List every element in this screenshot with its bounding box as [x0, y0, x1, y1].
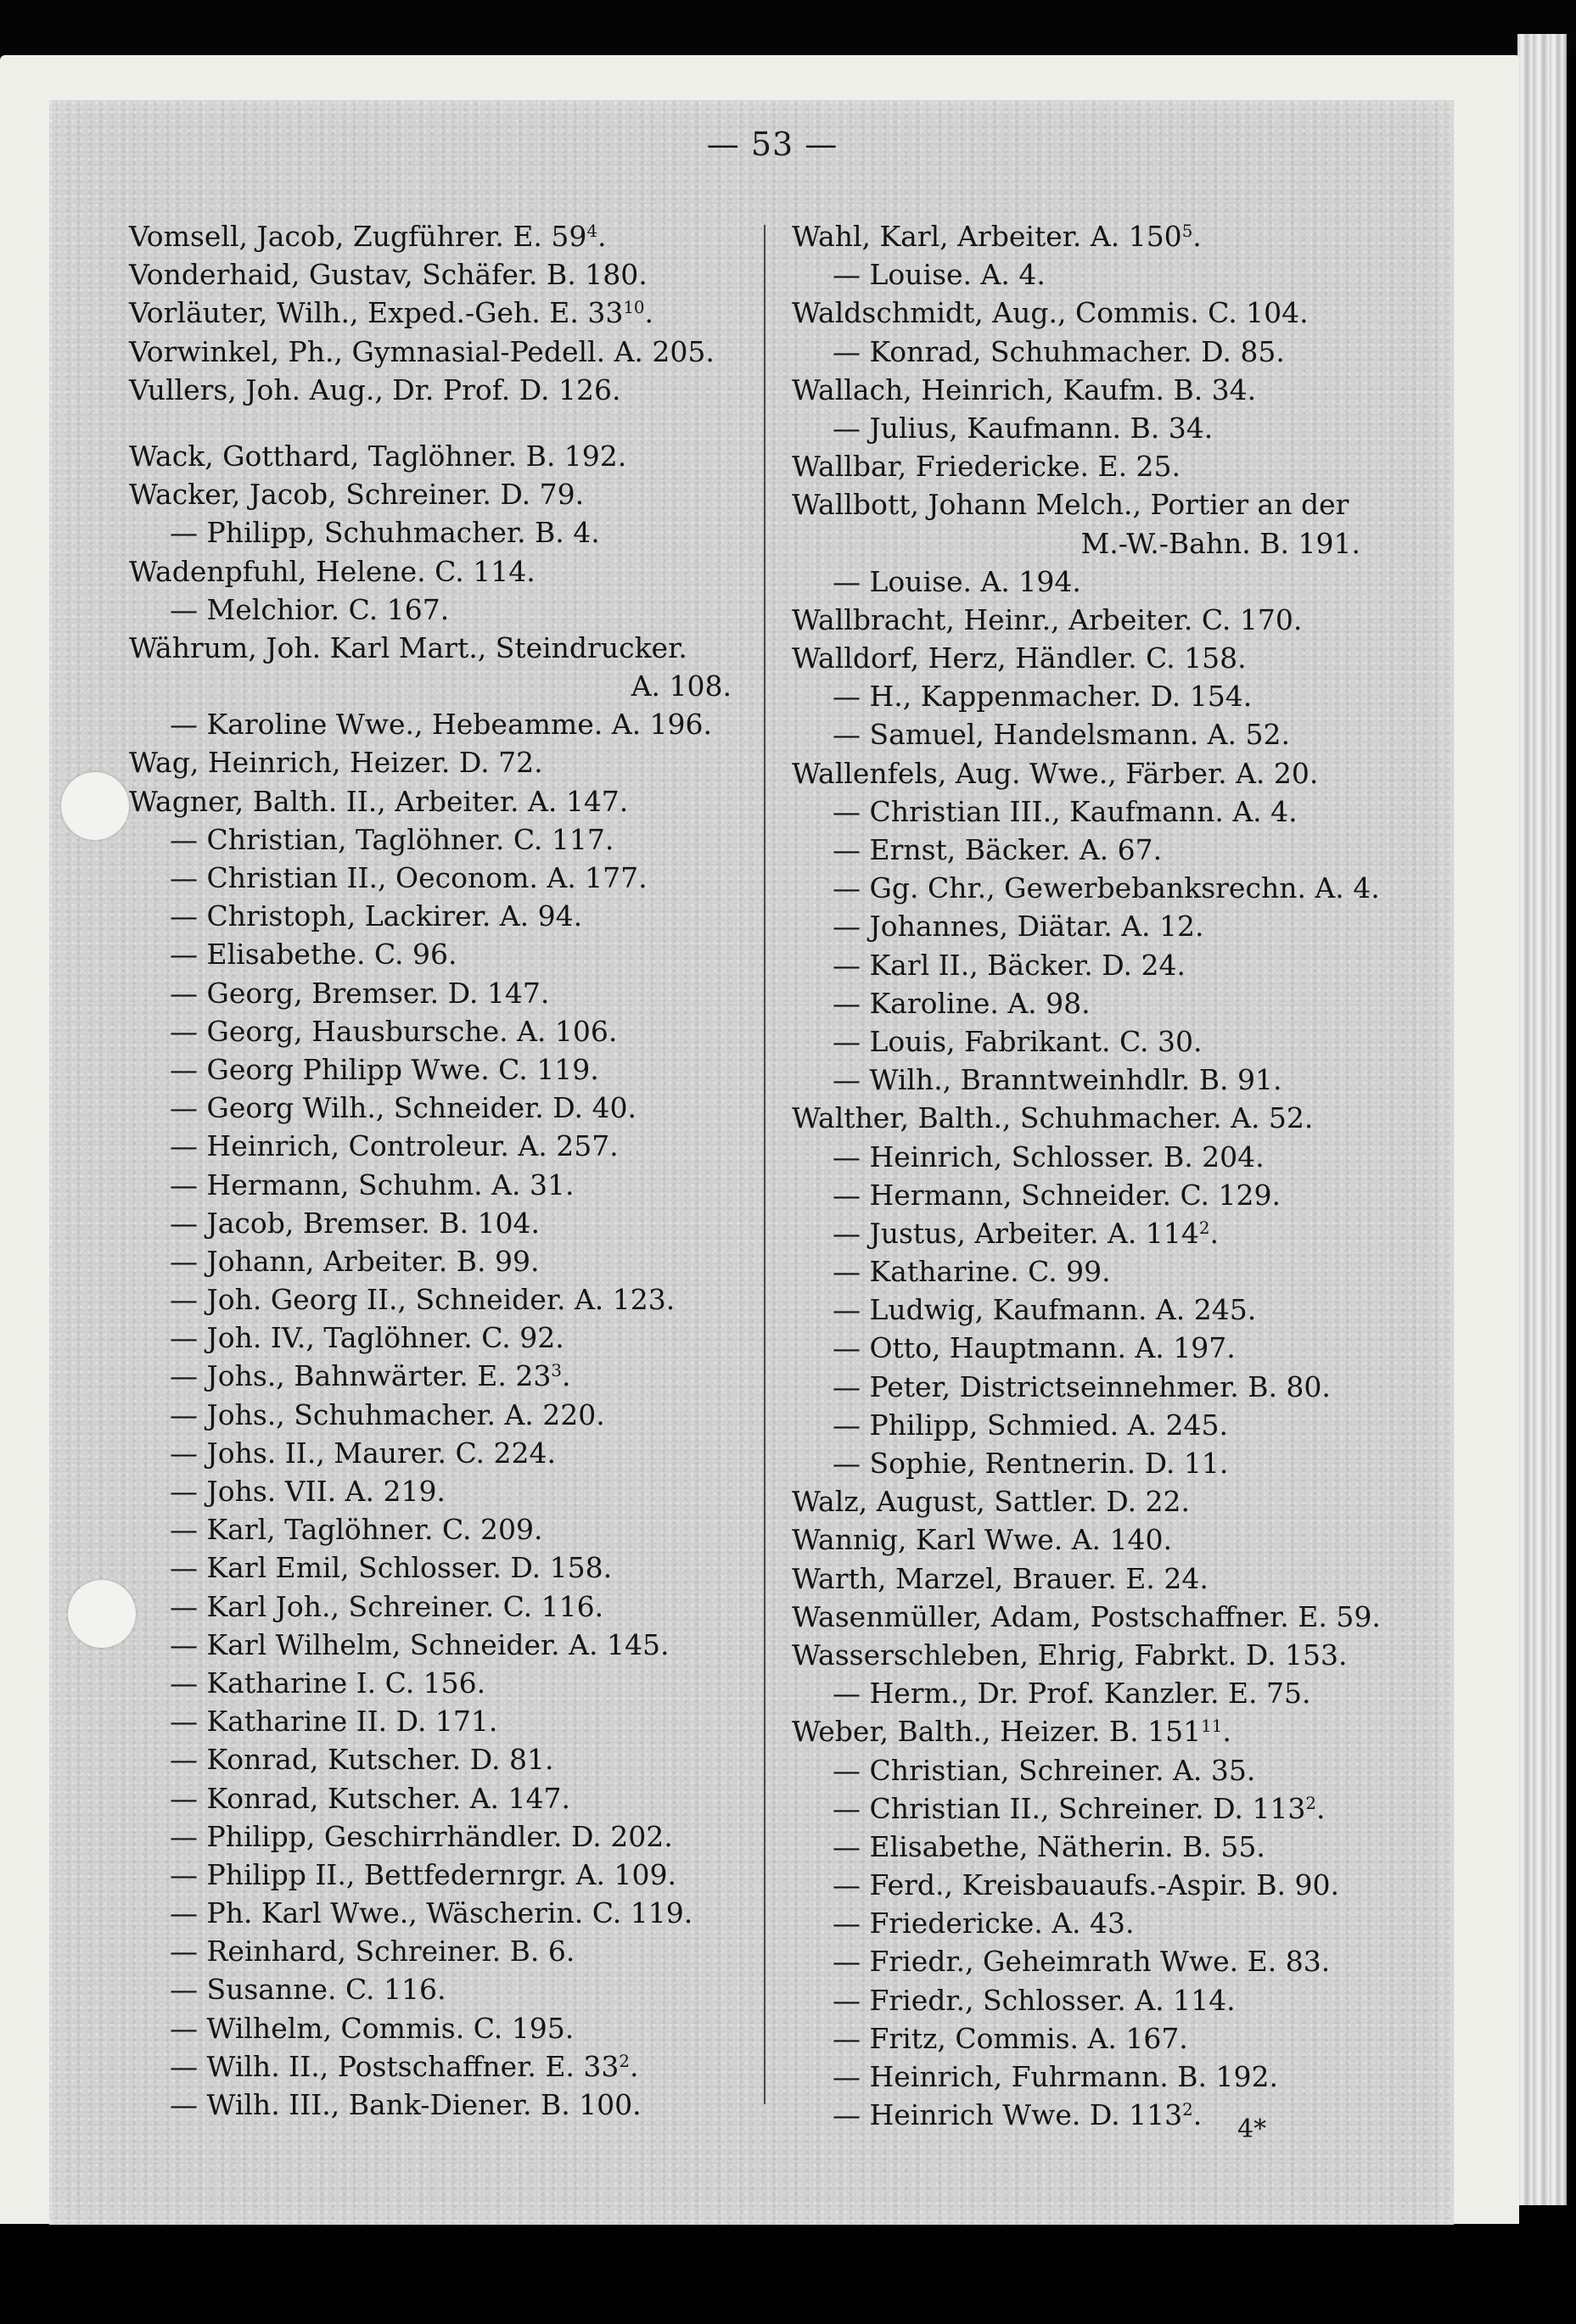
directory-entry [129, 1702, 753, 1740]
directory-entry [792, 1636, 1437, 1674]
directory-entry [792, 1406, 1437, 1444]
entry-text: — Wilh. III., Bank-Diener. B. 100. [170, 2088, 642, 2121]
directory-entry [792, 1981, 1437, 2019]
directory-entry [129, 591, 753, 629]
entry-text: Vorwinkel, Ph., Gymnasial-Pedell. A. 205. [129, 334, 715, 368]
entry-text: — Karl, Taglöhner. C. 209. [170, 1513, 543, 1547]
entry-text: — Katharine II. D. 171. [170, 1705, 498, 1739]
directory-entry [792, 792, 1437, 831]
entry-text: — Georg, Bremser. D. 147. [170, 976, 550, 1010]
entry-text: — Christoph, Lackirer. A. 94. [170, 899, 583, 933]
directory-entry [129, 1548, 753, 1587]
entry-text: Wallbott, Johann Melch., Portier an der [792, 488, 1349, 522]
directory-entry [129, 1970, 753, 2008]
directory-entry [792, 2096, 1437, 2134]
entry-superscript: 11 [1201, 1716, 1223, 1737]
entry-text: — Katharine I. C. 156. [170, 1666, 486, 1700]
entry-text: — Konrad, Kutscher. A. 147. [170, 1781, 570, 1815]
directory-entry [129, 1166, 753, 1204]
right-column [792, 217, 1437, 2134]
directory-entry [129, 629, 753, 667]
entry-text: Wallenfels, Aug. Wwe., Färber. A. 20. [792, 756, 1319, 790]
entry-text: Wallbar, Friedericke. E. 25. [792, 450, 1181, 484]
entry-text: — Karoline. A. 98. [833, 986, 1091, 1020]
directory-entry [792, 1712, 1437, 1750]
entry-text: A. 108. [631, 669, 732, 703]
entry-text: — Johs., Schuhmacher. A. 220. [170, 1397, 605, 1431]
entry-text: — Joh. IV., Taglöhner. C. 92. [170, 1321, 564, 1355]
entry-text: — Philipp, Schmied. A. 245. [833, 1408, 1228, 1442]
directory-entry [792, 2019, 1437, 2058]
entry-text: — Louis, Fabrikant. C. 30. [833, 1024, 1203, 1058]
signature-mark: 4* [1237, 2114, 1267, 2144]
directory-entry [792, 1291, 1437, 1329]
directory-entry [792, 715, 1437, 753]
entry-text: — Katharine. C. 99. [833, 1255, 1111, 1289]
punch-hole-bottom [68, 1580, 136, 1648]
directory-entry [792, 1061, 1437, 1099]
entry-text: — Johs. II., Maurer. C. 224. [170, 1436, 556, 1470]
directory-entry [792, 754, 1437, 792]
page-edge-1 [1517, 34, 1536, 2205]
directory-entry [792, 1942, 1437, 1980]
entry-text: — Wilhelm, Commis. C. 195. [170, 2011, 575, 2045]
entry-text: — Julius, Kaufmann. B. 34. [833, 411, 1214, 445]
entry-text: — Christian III., Kaufmann. A. 4. [833, 794, 1298, 828]
entry-text: — Philipp II., Bettfedernrgr. A. 109. [170, 1857, 676, 1891]
directory-entry [792, 1444, 1437, 1482]
directory-entry [792, 1329, 1437, 1367]
entry-text: Wahl, Karl, Arbeiter. A. 150 [792, 220, 1182, 253]
directory-entry [792, 601, 1437, 639]
directory-entry [129, 1588, 753, 1626]
directory-entry [792, 1214, 1437, 1252]
entry-text: Wallbracht, Heinr., Arbeiter. C. 170. [792, 602, 1303, 636]
entry-text: M.-W.-Bahn. B. 191. [1080, 526, 1360, 560]
directory-entry [129, 1396, 753, 1434]
left-column [129, 217, 753, 2124]
entry-superscript: 2 [619, 2051, 630, 2071]
entry-superscript: 5 [1181, 221, 1193, 242]
entry-text: Vomsell, Jacob, Zugführer. E. 59 [129, 220, 587, 253]
entry-text: — Sophie, Rentnerin. D. 11. [833, 1447, 1229, 1480]
directory-entry [792, 869, 1437, 907]
entry-text: — Ludwig, Kaufmann. A. 245. [833, 1293, 1257, 1327]
directory-entry [792, 831, 1437, 869]
entry-text: — H., Kappenmacher. D. 154. [833, 680, 1253, 714]
directory-entry [792, 1866, 1437, 1904]
directory-entry [129, 2086, 753, 2124]
entry-text: — Joh. Georg II., Schneider. A. 123. [170, 1283, 676, 1317]
directory-entry [792, 371, 1437, 409]
directory-entry [129, 667, 753, 705]
directory-entry [792, 1252, 1437, 1291]
entry-text: — Louise. A. 194. [833, 564, 1081, 598]
entry-text: — Wilh., Branntweinhdlr. B. 91. [833, 1063, 1282, 1097]
directory-entry [792, 1022, 1437, 1061]
entry-text: Wadenpfuhl, Helene. C. 114. [129, 554, 536, 588]
directory-entry [792, 255, 1437, 294]
directory-entry [129, 743, 753, 781]
entry-text: — Karoline Wwe., Hebeamme. A. 196. [170, 708, 713, 742]
entry-text: — Friedr., Schlosser. A. 114. [833, 1983, 1236, 2017]
directory-entry [792, 907, 1437, 945]
directory-entry [792, 294, 1437, 332]
directory-entry [129, 1357, 753, 1395]
entry-text: — Georg, Hausbursche. A. 106. [170, 1014, 618, 1048]
entry-text: Warth, Marzel, Brauer. E. 24. [792, 1561, 1209, 1595]
scanner-background [0, 0, 1576, 55]
entry-text: — Christian, Taglöhner. C. 117. [170, 822, 614, 856]
directory-entry [129, 1204, 753, 1242]
entry-superscript: 4 [586, 221, 597, 242]
entry-text: — Heinrich, Controleur. A. 257. [170, 1129, 619, 1163]
directory-entry [129, 2047, 753, 2086]
directory-entry [129, 1050, 753, 1089]
entry-text: — Karl Wilhelm, Schneider. A. 145. [170, 1627, 670, 1661]
entry-text: — Johs., Bahnwärter. E. 23 [170, 1359, 552, 1393]
directory-entry [792, 1674, 1437, 1712]
directory-entry [129, 1817, 753, 1856]
entry-text: — Melchior. C. 167. [170, 592, 450, 626]
directory-entry [129, 371, 753, 409]
entry-text: — Georg Wilh., Schneider. D. 40. [170, 1091, 637, 1125]
entry-text: — Georg Philipp Wwe. C. 119. [170, 1052, 599, 1086]
entry-text: Wasenmüller, Adam, Postschaffner. E. 59. [792, 1599, 1381, 1633]
directory-entry [792, 447, 1437, 485]
directory-entry [792, 946, 1437, 984]
entry-suffix: . [1192, 220, 1202, 253]
entry-suffix: . [1315, 1791, 1326, 1825]
directory-entry [129, 1894, 753, 1932]
directory-entry [129, 2009, 753, 2047]
entry-text: — Ernst, Bäcker. A. 67. [833, 833, 1163, 866]
directory-entry [792, 1751, 1437, 1789]
entry-suffix: . [561, 1359, 571, 1393]
directory-entry [129, 552, 753, 591]
directory-entry [792, 1904, 1437, 1942]
directory-entry [129, 1664, 753, 1702]
entry-text: Wasserschleben, Ehrig, Fabrkt. D. 153. [792, 1638, 1348, 1672]
directory-entry [792, 2058, 1437, 2096]
punch-hole-top [61, 772, 129, 840]
directory-entry [792, 217, 1437, 255]
entry-text: — Ferd., Kreisbauaufs.-Aspir. B. 90. [833, 1868, 1339, 1902]
directory-entry [792, 485, 1437, 524]
directory-entry [129, 1932, 753, 1970]
entry-text: — Otto, Hauptmann. A. 197. [833, 1331, 1236, 1365]
entry-text: — Hermann, Schuhm. A. 31. [170, 1168, 575, 1201]
entry-text: — Reinhard, Schreiner. B. 6. [170, 1935, 575, 1968]
entry-suffix: . [644, 296, 653, 330]
directory-entry [129, 897, 753, 935]
entry-text: Vonderhaid, Gustav, Schäfer. B. 180. [129, 258, 648, 292]
directory-entry [129, 782, 753, 820]
directory-entry [792, 1176, 1437, 1214]
directory-entry [129, 1280, 753, 1319]
entry-text: — Samuel, Handelsmann. A. 52. [833, 718, 1290, 752]
directory-entry [792, 984, 1437, 1022]
directory-entry [129, 820, 753, 859]
directory-entry [129, 1434, 753, 1472]
entry-text: — Susanne. C. 116. [170, 1973, 446, 2007]
entry-superscript: 3 [551, 1361, 562, 1381]
directory-entry [129, 705, 753, 743]
directory-entry [792, 1560, 1437, 1598]
directory-entry [129, 513, 753, 552]
column-divider [764, 225, 766, 2104]
entry-text: — Karl Joh., Schreiner. C. 116. [170, 1589, 604, 1623]
entry-text: — Karl Emil, Schlosser. D. 158. [170, 1551, 613, 1585]
entry-text: — Johannes, Diätar. A. 12. [833, 910, 1204, 944]
entry-suffix: . [1222, 1715, 1231, 1749]
entry-text: — Justus, Arbeiter. A. 114 [833, 1216, 1199, 1250]
entry-text: — Johs. VII. A. 219. [170, 1475, 446, 1508]
directory-entry [129, 1856, 753, 1894]
entry-text: Wannig, Karl Wwe. A. 140. [792, 1523, 1172, 1557]
entry-text: Wacker, Jacob, Schreiner. D. 79. [129, 478, 585, 512]
entry-text: — Herm., Dr. Prof. Kanzler. E. 75. [833, 1677, 1311, 1711]
entry-text: — Karl II., Bäcker. D. 24. [833, 948, 1186, 982]
entry-text: — Louise. A. 4. [833, 258, 1046, 292]
directory-entry [792, 1368, 1437, 1406]
entry-text: — Heinrich Wwe. D. 113 [833, 2098, 1183, 2132]
directory-entry [129, 859, 753, 897]
directory-entry [129, 294, 753, 332]
entry-text: — Peter, Districtseinnehmer. B. 80. [833, 1369, 1331, 1403]
entry-text: — Hermann, Schneider. C. 129. [833, 1178, 1282, 1212]
entry-text: Währum, Joh. Karl Mart., Steindrucker. [129, 630, 687, 664]
entry-text: — Philipp, Schuhmacher. B. 4. [170, 516, 600, 550]
directory-entry [792, 1598, 1437, 1636]
entry-text: — Heinrich, Schlosser. B. 204. [833, 1140, 1265, 1173]
directory-entry [792, 1138, 1437, 1176]
directory-entry [792, 524, 1437, 563]
entry-superscript: 10 [623, 298, 645, 318]
entry-text: — Konrad, Kutscher. D. 81. [170, 1743, 554, 1777]
entry-text: — Wilh. II., Postschaffner. E. 33 [170, 2049, 620, 2083]
directory-entry [792, 1520, 1437, 1559]
directory-entry [792, 563, 1437, 601]
entry-text: — Philipp, Geschirrhändler. D. 202. [170, 1819, 673, 1853]
entry-text: Walldorf, Herz, Händler. C. 158. [792, 641, 1247, 675]
entry-text: Vullers, Joh. Aug., Dr. Prof. D. 126. [129, 372, 621, 406]
directory-entry [129, 475, 753, 513]
directory-entry [792, 1789, 1437, 1828]
entry-suffix: . [1192, 2098, 1203, 2132]
directory-entry [129, 255, 753, 294]
entry-text: — Elisabethe, Nätherin. B. 55. [833, 1829, 1265, 1863]
entry-suffix: . [1209, 1216, 1219, 1250]
directory-entry [129, 1089, 753, 1127]
directory-entry [792, 639, 1437, 677]
entry-text: — Johann, Arbeiter. B. 99. [170, 1244, 540, 1278]
entry-text: — Fritz, Commis. A. 167. [833, 2021, 1188, 2055]
entry-text: — Friedr., Geheimrath Wwe. E. 83. [833, 1945, 1331, 1979]
entry-text: — Friedericke. A. 43. [833, 1907, 1135, 1940]
directory-entry [129, 217, 753, 255]
entry-text: — Christian, Schreiner. A. 35. [833, 1753, 1256, 1787]
directory-entry [129, 1779, 753, 1817]
entry-text: Weber, Balth., Heizer. B. 151 [792, 1715, 1202, 1749]
entry-text: — Christian II., Oeconom. A. 177. [170, 861, 648, 894]
directory-entry [129, 935, 753, 973]
entry-text: — Konrad, Schuhmacher. D. 85. [833, 334, 1285, 368]
entry-superscript: 2 [1182, 2100, 1193, 2120]
entry-text: — Ph. Karl Wwe., Wäscherin. C. 119. [170, 1896, 693, 1930]
entry-text: Wack, Gotthard, Taglöhner. B. 192. [129, 439, 627, 473]
directory-entry [129, 1740, 753, 1778]
entry-superscript: 2 [1198, 1218, 1210, 1238]
directory-entry [129, 1127, 753, 1165]
entry-text: Wag, Heinrich, Heizer. D. 72. [129, 746, 543, 780]
directory-entry [792, 409, 1437, 447]
directory-entry [129, 437, 753, 475]
entry-text: — Christian II., Schreiner. D. 113 [833, 1791, 1306, 1825]
page-edge-3 [1550, 34, 1567, 2205]
directory-entry [129, 1242, 753, 1280]
entry-text: — Heinrich, Fuhrmann. B. 192. [833, 2060, 1278, 2093]
entry-text: Walz, August, Sattler. D. 22. [792, 1485, 1191, 1519]
entry-text: Wallach, Heinrich, Kaufm. B. 34. [792, 372, 1257, 406]
page-number: — 53 — [706, 126, 838, 163]
directory-entry [792, 1828, 1437, 1866]
entry-text: Vorläuter, Wilh., Exped.-Geh. E. 33 [129, 296, 624, 330]
entry-suffix: . [597, 220, 607, 253]
entry-text: Waldschmidt, Aug., Commis. C. 104. [792, 296, 1309, 330]
entry-text: — Jacob, Bremser. B. 104. [170, 1206, 540, 1240]
directory-entry [129, 1012, 753, 1050]
directory-entry [129, 1510, 753, 1548]
entry-superscript: 2 [1305, 1793, 1316, 1813]
section-gap [129, 409, 753, 437]
directory-entry [129, 974, 753, 1012]
entry-text: Wagner, Balth. II., Arbeiter. A. 147. [129, 784, 629, 818]
directory-entry [129, 333, 753, 371]
entry-suffix: . [630, 2049, 639, 2083]
directory-entry [129, 1319, 753, 1357]
directory-entry [792, 1099, 1437, 1137]
directory-entry [792, 1482, 1437, 1520]
directory-entry [129, 1472, 753, 1510]
directory-entry [129, 1626, 753, 1664]
directory-entry [792, 333, 1437, 371]
directory-entry [792, 677, 1437, 715]
entry-text: — Gg. Chr., Gewerbebanksrechn. A. 4. [833, 871, 1380, 905]
entry-text: Walther, Balth., Schuhmacher. A. 52. [792, 1101, 1314, 1135]
entry-text: — Elisabethe. C. 96. [170, 938, 457, 972]
